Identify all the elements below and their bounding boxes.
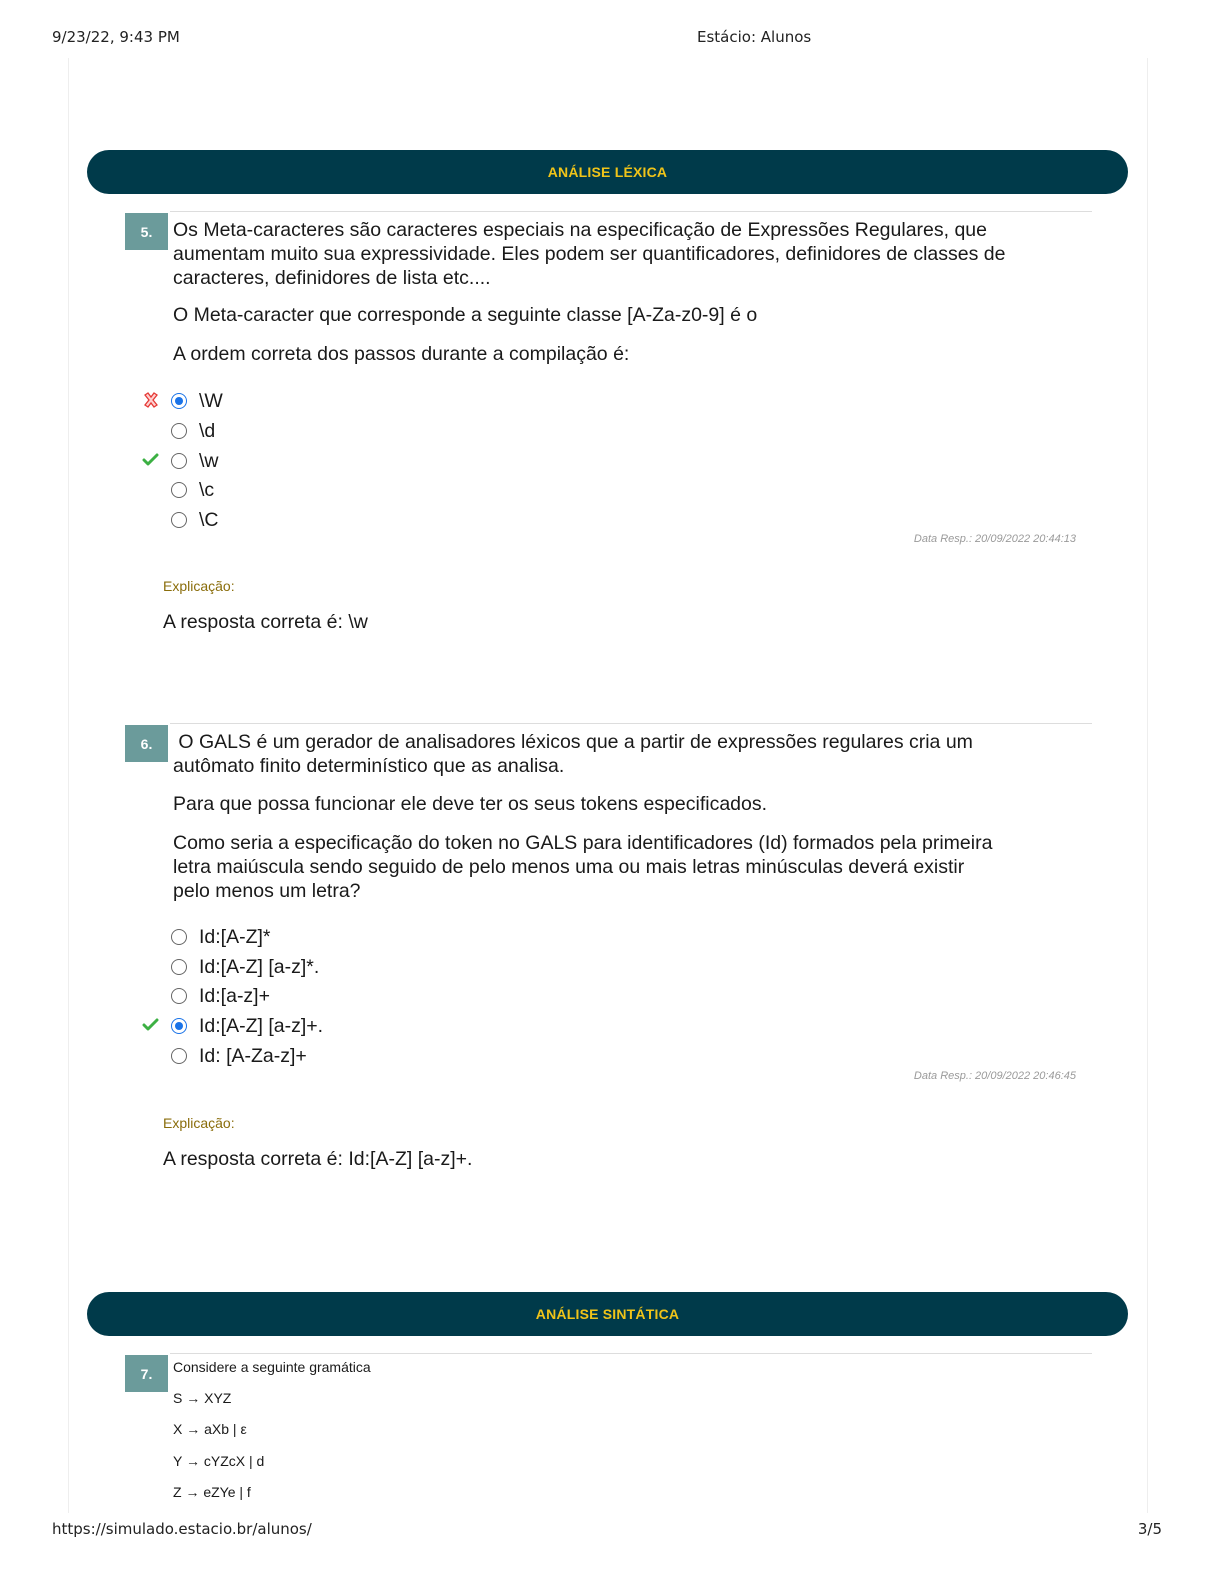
radio-icon[interactable]: [171, 453, 187, 469]
answer-option[interactable]: [171, 1042, 307, 1070]
correct-answer-icon: [142, 451, 160, 469]
question-number-badge: 6.: [125, 725, 168, 762]
response-date: Data Resp.: 20/09/2022 20:46:45: [913, 1070, 1076, 1082]
radio-icon[interactable]: [171, 929, 187, 945]
content-border-left: [68, 58, 69, 1513]
answer-option[interactable]: [171, 387, 223, 415]
explanation-text: A resposta correta é: Id:[A-Z] [a-z]+.: [163, 1148, 473, 1170]
question-number-badge: 7.: [125, 1355, 168, 1392]
radio-icon[interactable]: [171, 512, 187, 528]
question-number-badge: 5.: [125, 213, 168, 250]
answer-option[interactable]: [171, 476, 214, 504]
radio-icon[interactable]: [171, 959, 187, 975]
answer-option[interactable]: [171, 1012, 323, 1040]
question-divider: [170, 211, 1092, 212]
answer-option[interactable]: [171, 923, 271, 951]
explanation-text: A resposta correta é: \w: [163, 611, 368, 633]
radio-selected-icon[interactable]: [171, 393, 187, 409]
answer-option-label: \d: [199, 419, 216, 442]
answer-option-label: \c: [199, 478, 215, 501]
grammar-rule: S → XYZ: [173, 1390, 232, 1406]
answer-option[interactable]: [171, 447, 219, 475]
question-statement: Os Meta-caracteres são caracteres especiais na especificação de Expressões Regulares, que aumentam muito sua expressividade. Eles podem ser quantificadores, definidores de classes de caracteres, definidores de lista etc....: [173, 219, 1006, 289]
radio-selected-icon[interactable]: [171, 1018, 187, 1034]
print-datetime: 9/23/22, 9:43 PM: [52, 28, 180, 46]
radio-icon[interactable]: [171, 482, 187, 498]
question-statement: Considere a seguinte gramática: [173, 1359, 371, 1375]
question-statement: Para que possa funcionar ele deve ter os seus tokens especificados.: [173, 793, 768, 815]
print-footer: [52, 1520, 1162, 1542]
print-url: https://simulado.estacio.br/alunos/: [52, 1520, 312, 1538]
wrong-answer-icon: [142, 391, 160, 409]
question-statement: O Meta-caracter que corresponde a seguinte classe [A-Za-z0-9] é o: [173, 304, 758, 326]
answer-option[interactable]: [171, 982, 270, 1010]
grammar-rule: Z → eZYe | f: [173, 1484, 251, 1500]
answer-option-label: Id:[A-Z]*: [199, 925, 271, 948]
answer-option-label: Id: [A-Za-z]+: [199, 1044, 307, 1067]
radio-icon[interactable]: [171, 988, 187, 1004]
print-header: [52, 28, 1164, 50]
radio-icon[interactable]: [171, 1048, 187, 1064]
section-header-analise-lexica: ANÁLISE LÉXICA: [87, 150, 1128, 194]
answer-option-label: Id:[A-Z] [a-z]*.: [199, 955, 320, 978]
answer-option-label: Id:[a-z]+: [199, 984, 270, 1007]
question-prompt: Como seria a especificação do token no GALS para identificadores (Id) formados pela primeira letra maiúscula sendo seguido de pelo menos uma ou mais letras minúsculas deverá existir pelo menos um letra?: [173, 832, 993, 902]
answer-option-label: \C: [199, 508, 219, 531]
answer-option-label: Id:[A-Z] [a-z]+.: [199, 1014, 324, 1037]
question-prompt: A ordem correta dos passos durante a compilação é:: [173, 343, 630, 365]
explanation-label: Explicação:: [163, 578, 235, 594]
section-header-analise-sintatica: ANÁLISE SINTÁTICA: [87, 1292, 1128, 1336]
question-divider: [170, 723, 1092, 724]
grammar-rule: Y → cYZcX | d: [173, 1453, 265, 1469]
answer-option[interactable]: [171, 953, 319, 981]
answer-option[interactable]: [171, 417, 215, 445]
answer-option-label: \w: [199, 449, 219, 472]
content-border-right: [1147, 58, 1148, 1513]
grammar-rule: X → aXb | ε: [173, 1421, 247, 1437]
question-statement: O GALS é um gerador de analisadores léxicos que a partir de expressões regulares cria um autômato finito determinístico que as analisa.: [173, 731, 979, 777]
explanation-label: Explicação:: [163, 1115, 235, 1131]
print-page-number: 3/5: [1137, 1520, 1162, 1538]
answer-option[interactable]: [171, 506, 219, 534]
response-date: Data Resp.: 20/09/2022 20:44:13: [913, 533, 1076, 545]
answer-option-label: \W: [199, 389, 223, 412]
question-divider: [170, 1353, 1092, 1354]
correct-answer-icon: [142, 1016, 160, 1034]
radio-icon[interactable]: [171, 423, 187, 439]
print-page-title: Estácio: Alunos: [697, 28, 812, 46]
